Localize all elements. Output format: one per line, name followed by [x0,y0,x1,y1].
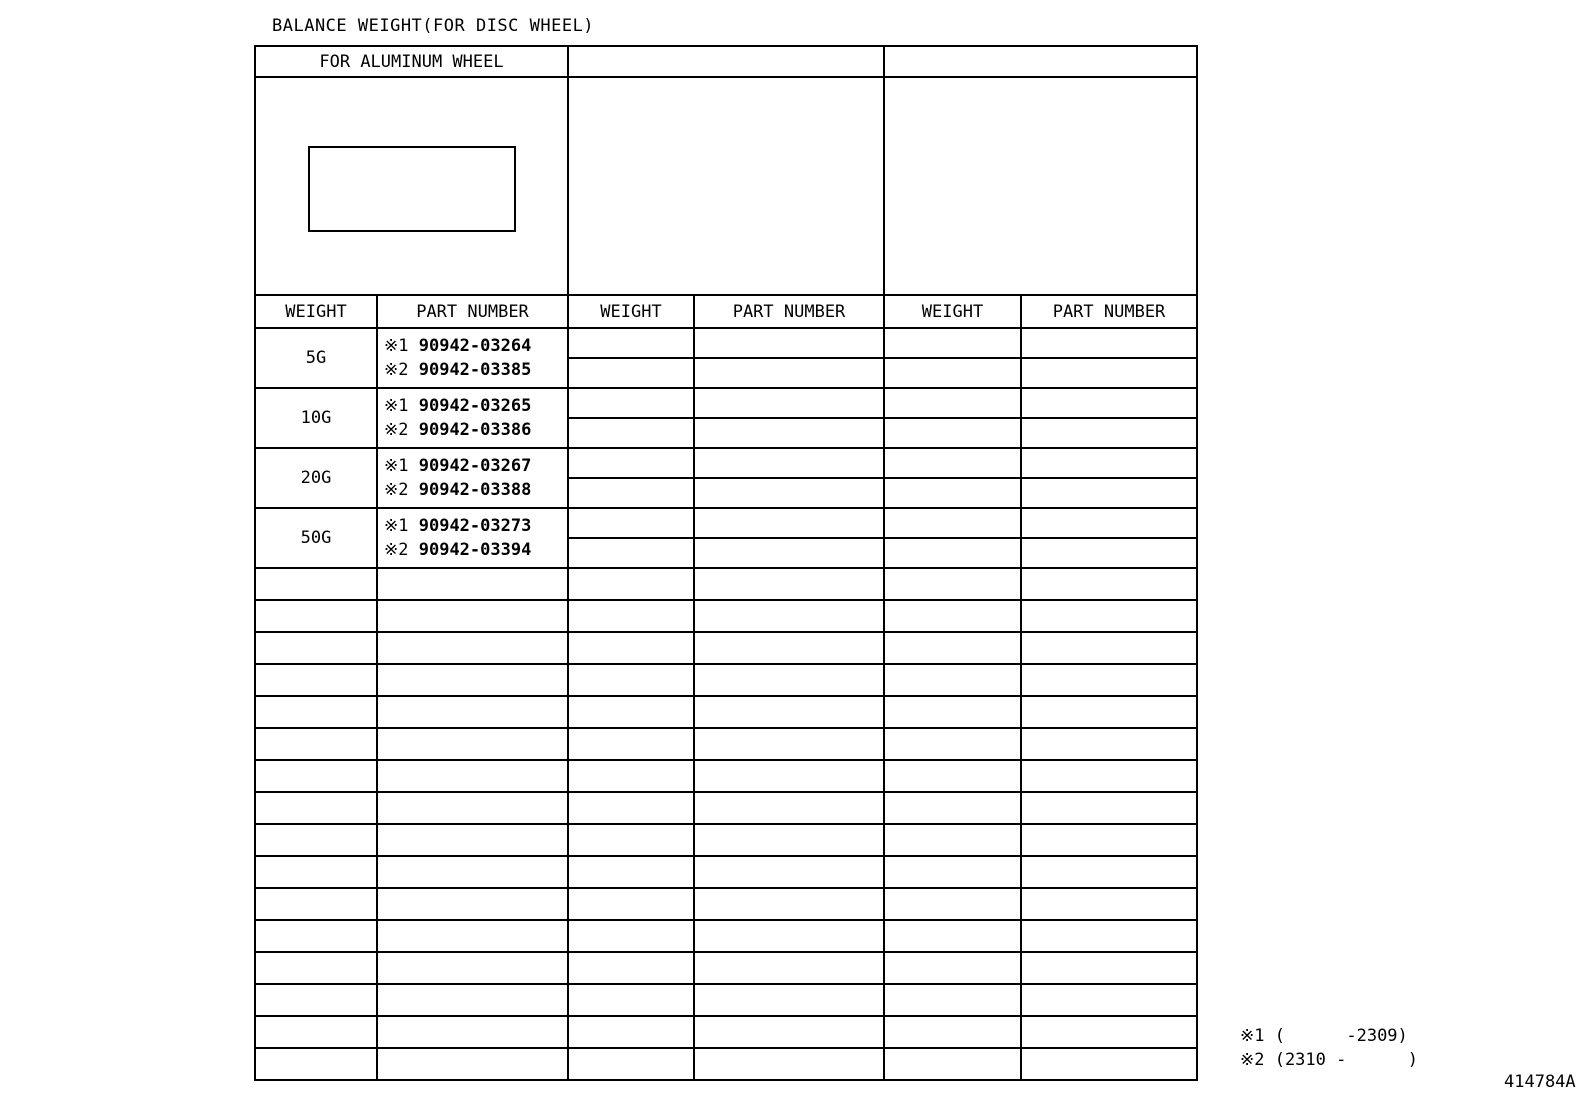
empty-cell [255,888,377,920]
empty-cell [255,952,377,984]
header-column-3 [884,46,1197,77]
empty-cell [568,696,694,728]
empty-cell [694,952,884,984]
empty-cell [568,1016,694,1048]
empty-cell [694,664,884,696]
note-mark: ※2 [384,480,409,500]
table-row [255,1016,1197,1048]
empty-cell [568,792,694,824]
empty-cell [377,664,568,696]
table-row [255,664,1197,696]
table-row [255,984,1197,1016]
empty-cell [1021,984,1197,1016]
empty-cell [694,568,884,600]
empty-cell [568,1048,694,1080]
empty-cell [255,792,377,824]
empty-cell [377,792,568,824]
column-header-part-number: PART NUMBER [1021,295,1197,328]
empty-cell [884,538,1021,568]
empty-cell [884,600,1021,632]
table-row [255,448,1197,478]
empty-cell [568,856,694,888]
empty-cell [1021,760,1197,792]
empty-cell [884,664,1021,696]
part-number: 90942-03265 [418,396,532,416]
empty-cell [1021,1016,1197,1048]
empty-cell [1021,632,1197,664]
empty-cell [568,388,694,418]
table-row [255,792,1197,824]
part-number-cell [377,508,568,568]
empty-cell [694,696,884,728]
part-number: 90942-03267 [418,456,532,476]
table-row [255,1048,1197,1080]
empty-cell [1021,792,1197,824]
empty-cell [377,920,568,952]
table-row [255,760,1197,792]
table-row [255,888,1197,920]
empty-cell [255,920,377,952]
empty-cell [255,600,377,632]
empty-cell [568,358,694,388]
empty-cell [1021,952,1197,984]
empty-cell [884,984,1021,1016]
empty-cell [568,760,694,792]
empty-cell [377,1016,568,1048]
empty-cell [884,478,1021,508]
empty-cell [884,760,1021,792]
table-row [255,920,1197,952]
empty-cell [694,538,884,568]
part-number: 90942-03388 [418,480,532,500]
empty-cell [255,760,377,792]
header-aluminum-wheel: FOR ALUMINUM WHEEL [255,46,568,77]
part-number-line [384,454,567,478]
table-row [255,696,1197,728]
empty-cell [694,632,884,664]
note-mark: ※1 [384,516,409,536]
empty-cell [377,600,568,632]
empty-cell [884,508,1021,538]
column-header-weight: WEIGHT [255,295,377,328]
illustration-cell-3 [884,77,1197,295]
empty-cell [568,448,694,478]
illustration-cell-1 [255,77,568,295]
part-number-line [384,394,567,418]
footnote: ※1 ( -2309) [1240,1026,1408,1046]
empty-cell [377,568,568,600]
table-row [255,388,1197,418]
empty-cell [1021,888,1197,920]
empty-cell [255,664,377,696]
part-number-line [384,418,567,442]
empty-cell [694,728,884,760]
part-number-line [384,334,567,358]
empty-cell [568,508,694,538]
part-number: 90942-03394 [418,540,532,560]
empty-cell [255,824,377,856]
part-number-cell [377,388,568,448]
empty-cell [377,632,568,664]
empty-cell [568,664,694,696]
part-number-line [384,514,567,538]
column-header-weight: WEIGHT [568,295,694,328]
illustration-cell-2 [568,77,884,295]
part-number: 90942-03386 [418,420,532,440]
empty-cell [694,388,884,418]
empty-cell [884,388,1021,418]
table-row [255,856,1197,888]
table-row [255,952,1197,984]
empty-cell [884,632,1021,664]
empty-cell [1021,358,1197,388]
empty-cell [694,1048,884,1080]
empty-cell [1021,664,1197,696]
part-number-cell [377,448,568,508]
empty-cell [1021,920,1197,952]
table-row [255,328,1197,358]
empty-cell [694,824,884,856]
empty-cell [568,984,694,1016]
empty-cell [377,984,568,1016]
empty-cell [694,1016,884,1048]
empty-cell [1021,568,1197,600]
empty-cell [884,448,1021,478]
empty-cell [884,1016,1021,1048]
empty-cell [568,920,694,952]
note-mark: ※1 [384,456,409,476]
empty-cell [568,728,694,760]
part-number: 90942-03264 [418,336,532,356]
column-header-weight: WEIGHT [884,295,1021,328]
empty-cell [694,448,884,478]
empty-cell [884,824,1021,856]
empty-cell [884,792,1021,824]
empty-cell [694,508,884,538]
column-header-part-number: PART NUMBER [377,295,568,328]
empty-cell [694,920,884,952]
empty-cell [377,952,568,984]
empty-cell [377,824,568,856]
note-mark: ※2 [384,360,409,380]
empty-cell [1021,600,1197,632]
empty-cell [377,760,568,792]
empty-cell [377,856,568,888]
empty-cell [568,328,694,358]
empty-cell [884,728,1021,760]
empty-cell [1021,508,1197,538]
empty-cell [1021,328,1197,358]
empty-cell [255,856,377,888]
figure-id: 414784A [1504,1072,1576,1092]
empty-cell [884,696,1021,728]
weight-cell: 10G [255,388,377,448]
empty-cell [1021,448,1197,478]
empty-cell [568,538,694,568]
table-row [255,600,1197,632]
empty-cell [884,328,1021,358]
part-number-line [384,478,567,502]
empty-cell [694,600,884,632]
table-row [255,508,1197,538]
note-mark: ※1 [384,396,409,416]
part-number-line [384,358,567,382]
part-number-cell [377,328,568,388]
table-row [255,728,1197,760]
empty-cell [255,1016,377,1048]
weight-cell: 5G [255,328,377,388]
empty-cell [255,632,377,664]
part-number: 90942-03385 [418,360,532,380]
column-header-row [255,295,1197,328]
empty-cell [1021,478,1197,508]
note-mark: ※2 [384,540,409,560]
column-header-part-number: PART NUMBER [694,295,884,328]
empty-cell [694,760,884,792]
empty-cell [1021,388,1197,418]
empty-cell [1021,538,1197,568]
empty-cell [884,856,1021,888]
footnotes [1240,1024,1418,1072]
empty-cell [1021,418,1197,448]
empty-cell [255,728,377,760]
empty-cell [568,888,694,920]
empty-cell [568,600,694,632]
note-mark: ※1 [384,336,409,356]
note-mark: ※2 [384,420,409,440]
empty-cell [884,920,1021,952]
empty-cell [1021,728,1197,760]
document-title: BALANCE WEIGHT(FOR DISC WHEEL) [272,16,595,36]
empty-cell [694,856,884,888]
footnote: ※2 (2310 - ) [1240,1050,1419,1070]
empty-cell [1021,824,1197,856]
empty-cell [884,358,1021,388]
empty-cell [377,728,568,760]
empty-cell [377,1048,568,1080]
table-header-row [255,46,1197,77]
illustration-row [255,77,1197,295]
empty-cell [884,952,1021,984]
table-row [255,632,1197,664]
balance-weight-table [254,45,1198,1081]
empty-cell [694,792,884,824]
empty-cell [568,952,694,984]
empty-cell [694,418,884,448]
empty-cell [568,478,694,508]
empty-cell [694,358,884,388]
empty-cell [255,984,377,1016]
empty-cell [568,632,694,664]
illustration-placeholder [308,146,516,232]
empty-cell [694,328,884,358]
empty-cell [884,888,1021,920]
weight-cell: 50G [255,508,377,568]
empty-cell [568,824,694,856]
empty-cell [377,696,568,728]
empty-cell [694,478,884,508]
part-number: 90942-03273 [418,516,532,536]
empty-cell [568,568,694,600]
table-row [255,568,1197,600]
part-number-line [384,538,567,562]
empty-cell [1021,696,1197,728]
empty-cell [255,696,377,728]
empty-cell [568,418,694,448]
empty-cell [1021,856,1197,888]
empty-cell [255,568,377,600]
empty-cell [255,1048,377,1080]
empty-cell [884,568,1021,600]
empty-cell [884,418,1021,448]
empty-cell [1021,1048,1197,1080]
weight-cell: 20G [255,448,377,508]
empty-cell [694,984,884,1016]
header-column-2 [568,46,884,77]
table-row [255,824,1197,856]
empty-cell [884,1048,1021,1080]
empty-cell [377,888,568,920]
empty-cell [694,888,884,920]
